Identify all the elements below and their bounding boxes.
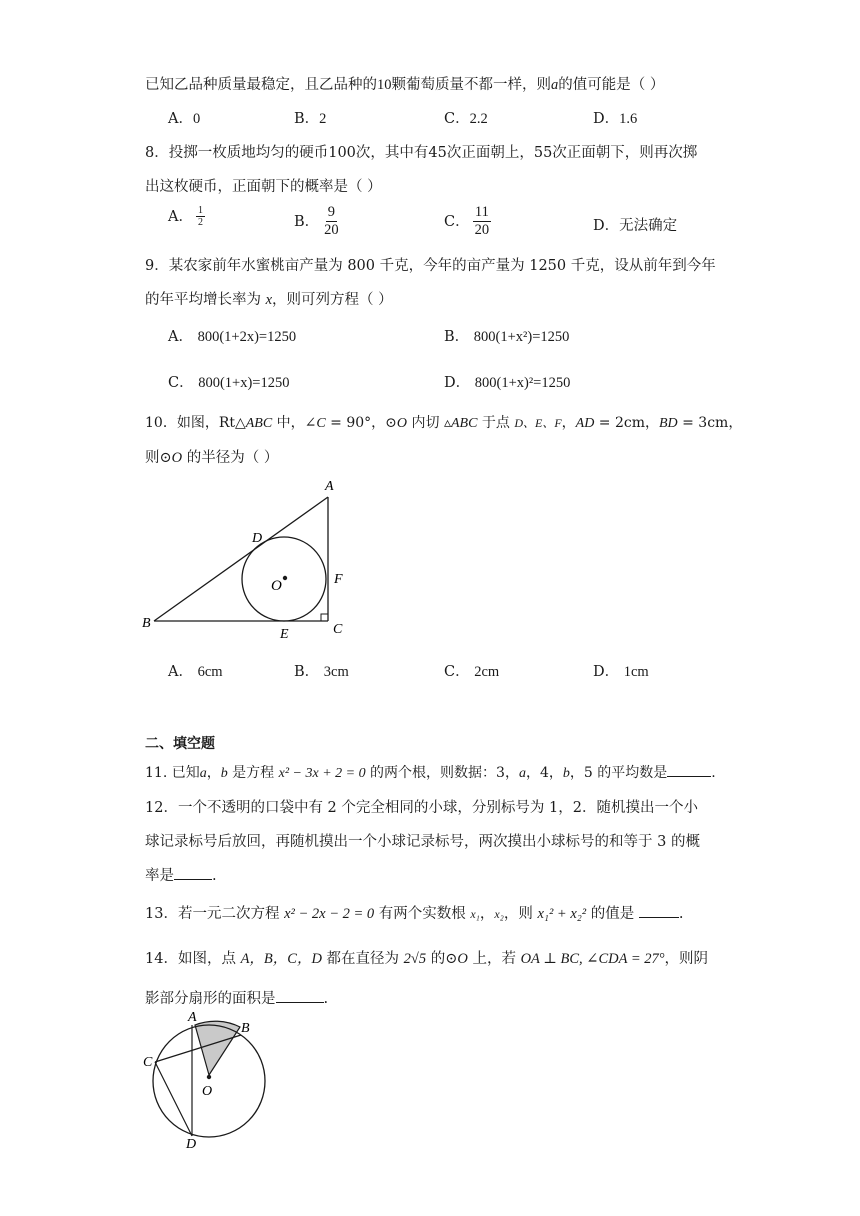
q12-text: 率是 [145, 868, 174, 884]
fraction [473, 205, 492, 239]
label-d: D [252, 531, 263, 546]
option-value: 1.6 [619, 111, 638, 127]
q9-option-c[interactable] [168, 371, 289, 392]
q10-text: ， [561, 415, 576, 431]
q11-equation: x² − 3x + 2 = 0 [278, 766, 366, 781]
q9-stem-line2 [145, 288, 393, 309]
q10-text: 10．如图，Rt△ [145, 415, 246, 431]
label-a: A [325, 479, 334, 494]
option-label: B． [444, 329, 470, 345]
q7-stem [145, 73, 664, 94]
label-d: D [186, 1137, 197, 1150]
option-label: B． [294, 213, 320, 230]
q10-option-d[interactable] [593, 660, 649, 681]
q7-text: 颗葡萄质量不都一样，则 [391, 77, 551, 93]
q9-text: ，则可列方程（ ） [272, 292, 393, 308]
q14-math: 2√5 [403, 951, 427, 967]
numerator: 1 [197, 205, 203, 217]
q13-equation: x² − 2x − 2 = 0 [284, 906, 375, 922]
q13-math: x₁ [470, 907, 480, 921]
q10-text: = 2cm， [594, 415, 659, 431]
q10-stem-line2 [145, 446, 278, 467]
q14-text: . [323, 991, 329, 1007]
q13-text: ，则 [503, 906, 538, 922]
answer-blank[interactable] [639, 903, 679, 918]
q11-math: b [562, 766, 570, 781]
fraction [196, 205, 205, 229]
answer-blank[interactable] [276, 988, 324, 1003]
q11-text: ，4， [525, 765, 563, 781]
numerator: 11 [474, 204, 489, 220]
label-c: C [333, 622, 343, 637]
q14-text: 影部分扇形的面积是 [145, 991, 276, 1007]
q10-figure [140, 475, 370, 645]
q8-option-a[interactable] [168, 205, 208, 229]
label-e: E [280, 627, 289, 642]
q10-math: O [171, 450, 183, 466]
q11-math: a [518, 766, 526, 781]
center-point [283, 576, 287, 580]
option-label: C． [444, 213, 470, 230]
q11-text: 的两个根，则数据：3， [365, 765, 519, 781]
q7-option-b[interactable] [294, 107, 326, 128]
q13-expression: x₁² + x₂² [537, 906, 587, 922]
option-value: 2.2 [469, 111, 488, 127]
option-value: 6cm [197, 664, 223, 680]
q10-math: ABC [450, 416, 478, 431]
segment-ab [154, 497, 328, 621]
q8-option-b[interactable] [294, 205, 344, 239]
q13-text: . [678, 906, 684, 922]
option-value: 800(1+x²)=1250 [473, 329, 570, 345]
label-b: B [142, 616, 151, 631]
q10-math: O [396, 416, 408, 431]
right-angle-mark [321, 614, 328, 621]
q7-option-c[interactable] [444, 107, 488, 128]
option-label: A． [168, 329, 193, 345]
option-value: 800(1+2x)=1250 [197, 329, 297, 345]
q14-text: 的⊙ [426, 951, 458, 967]
q14-text: 上，若 [467, 951, 521, 967]
q13-text: 13．若一元二次方程 [145, 906, 285, 922]
denominator: 20 [474, 221, 490, 238]
option-label: D． [444, 375, 471, 391]
q7-variable: a [551, 77, 559, 93]
q10-text: 于点 [477, 415, 515, 431]
chord-bc [155, 1035, 241, 1062]
q8-option-d[interactable] [593, 214, 677, 235]
q10-option-b[interactable] [294, 660, 349, 681]
option-value: 800(1+x)=1250 [198, 375, 290, 391]
option-label: B． [294, 664, 320, 680]
q9-option-d[interactable] [444, 371, 570, 392]
center-point [207, 1075, 211, 1079]
option-label: C． [444, 111, 470, 127]
q11-text: ，5 的平均数是 [569, 765, 668, 781]
q10-math: AD [575, 416, 595, 431]
q10-text: = 90°，⊙ [325, 415, 397, 431]
option-label: B． [294, 111, 320, 127]
denominator: 20 [324, 221, 339, 238]
q8-stem-line2: 出这枚硬币，正面朝下的概率是（ ） [145, 179, 382, 195]
option-label: D． [593, 218, 620, 234]
q11-text: . [711, 765, 716, 781]
label-f: F [334, 572, 343, 587]
section-title: 二、填空题 [145, 736, 215, 752]
option-label: D． [593, 111, 620, 127]
option-value: 2 [319, 111, 327, 127]
option-label: C． [168, 375, 194, 391]
q13-stem [145, 902, 683, 923]
option-label: A． [168, 209, 193, 225]
option-label: C． [444, 664, 470, 680]
q10-text: = 3cm， [677, 415, 743, 431]
q10-option-a[interactable] [168, 660, 223, 681]
q11-stem [145, 762, 716, 782]
option-value: 3cm [323, 664, 349, 680]
label-c: C [143, 1055, 153, 1070]
q10-math: C [316, 416, 326, 431]
q12-stem-line3 [145, 864, 217, 885]
option-value: 1cm [623, 664, 649, 680]
q10-math: D、E、F [514, 416, 562, 430]
shaded-sector [195, 1021, 240, 1075]
label-a: A [188, 1010, 197, 1025]
q7-text: 的值可能是（ ） [558, 77, 665, 93]
q9-stem-line1: 9．某农家前年水蜜桃亩产量为 800 千克，今年的亩产量为 1250 千克，设从前年到今年 [145, 258, 716, 274]
q14-text: ，则阴 [664, 951, 709, 967]
denominator: 2 [197, 217, 203, 229]
option-value: 2cm [474, 664, 500, 680]
q9-option-a[interactable] [168, 325, 296, 346]
q14-math: O [457, 951, 468, 967]
answer-blank[interactable] [667, 762, 711, 777]
q14-figure [140, 1005, 275, 1150]
q13-text: ， [479, 906, 495, 922]
q10-option-c[interactable] [444, 660, 499, 681]
q14-text: 14．如图，点 [145, 951, 241, 967]
q9-option-b[interactable] [444, 325, 569, 346]
q14-condition: OA ⊥ BC, ∠CDA = 27° [520, 951, 665, 967]
answer-blank[interactable] [174, 865, 212, 880]
numerator: 9 [327, 204, 336, 220]
q11-text: 11. 已知 [145, 765, 200, 781]
option-label: A． [168, 111, 193, 127]
option-value: 0 [192, 111, 201, 127]
q9-text: 的年平均增长率为 [145, 292, 266, 308]
q7-option-d[interactable] [593, 107, 637, 128]
q10-text: 内切 ▵ [407, 415, 451, 431]
q9-variable: x [265, 292, 273, 308]
q10-text: 则⊙ [145, 450, 172, 466]
label-b: B [241, 1021, 250, 1036]
q10-stem-line1 [145, 412, 742, 432]
q14-text: 都在直径为 [321, 951, 404, 967]
q11-text: ， [206, 765, 221, 781]
q13-text: 有两个实数根 [374, 906, 471, 922]
q10-text: 中，∠ [272, 415, 317, 431]
label-o: O [202, 1084, 213, 1099]
q7-text: 已知乙品种质量最稳定，且乙品种的 [145, 77, 377, 93]
q14-math: A，B，C，D [240, 951, 322, 967]
q11-text: 是方程 [227, 765, 279, 781]
q11-math: a [199, 766, 207, 781]
fraction [322, 205, 341, 239]
q8-stem-line1: 8．投掷一枚质地均匀的硬币100次，其中有45次正面朝上，55次正面朝下，则再次掷 [145, 145, 698, 161]
q7-number: 10 [377, 77, 392, 93]
option-label: A． [168, 664, 193, 680]
q12-text: . [212, 868, 217, 884]
q13-text: 的值是 [586, 906, 639, 922]
q12-stem-line1: 12．一个不透明的口袋中有 2 个完全相同的小球，分别标号为 1，2．随机摸出一个小 [145, 800, 698, 816]
q10-math: BD [659, 416, 678, 431]
option-value: 800(1+x)²=1250 [474, 375, 571, 391]
q10-math: ABC [245, 416, 273, 431]
q12-stem-line2: 球记录标号后放回，再随机摸出一个小球记录标号，两次摸出小球标号的和等于 3 的概 [145, 834, 700, 850]
label-o: O [271, 578, 282, 594]
q14-stem-line1 [145, 947, 708, 968]
option-value: 无法确定 [619, 218, 678, 234]
q7-option-a[interactable] [168, 107, 200, 128]
q10-text: 的半径为（ ） [182, 450, 279, 466]
q8-option-c[interactable] [444, 205, 494, 239]
option-label: D． [593, 664, 620, 680]
q13-math: x₂ [494, 907, 504, 921]
q11-math: b [220, 766, 228, 781]
